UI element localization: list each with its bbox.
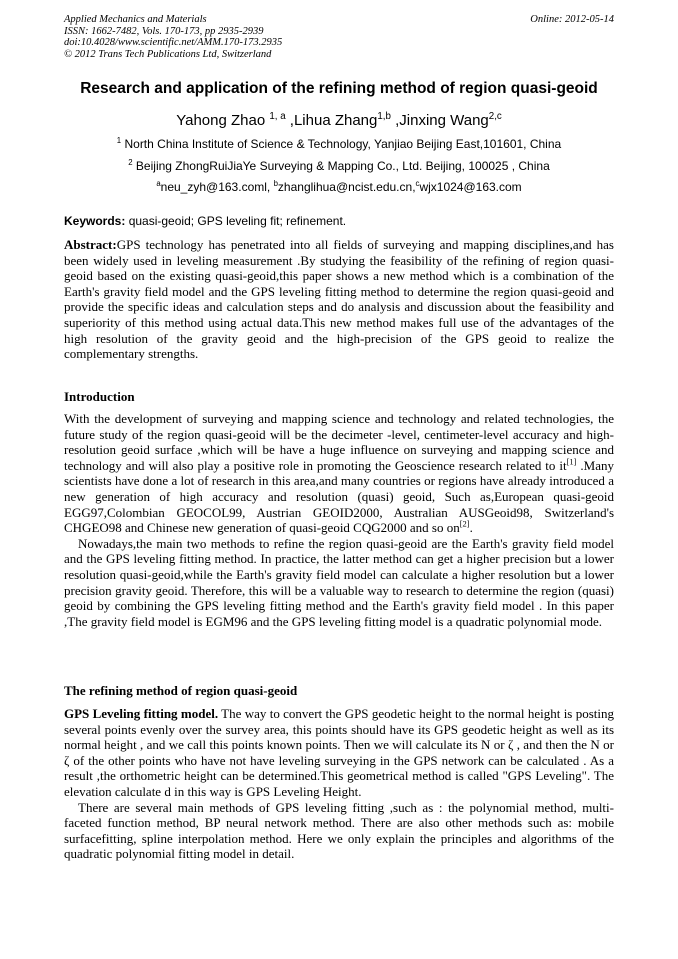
copyright: © 2012 Trans Tech Publications Ltd, Switzerland — [64, 48, 272, 60]
author-sup: 1, a — [269, 111, 286, 122]
author-name: Yahong Zhao — [176, 112, 270, 129]
affiliation-text: North China Institute of Science & Technology, Yanjiao Beijing East,101601, China — [121, 137, 562, 151]
issn: ISSN: 1662-7482, Vols. 170-173, pp 2935-2939 — [64, 25, 264, 37]
citation: [1] — [566, 456, 577, 467]
intro-text: . — [469, 520, 473, 536]
section-body — [64, 706, 614, 862]
author-sup: 2,c — [488, 111, 502, 122]
section-heading: The refining method of region quasi-geoid — [64, 683, 298, 698]
section-text: The way to convert the GPS geodetic height to the normal height is posting several points evenly over the survey area, this points should have its GPS geodetic height as well as its normal height , and we call this points known points. Then we will calculate its N or ζ , and then the N or ζ of the other points who have not have leveling surveying in the GPS network can be calculated . As a result ,the orthometric height can be determined.This geometrical method is called "GPS Leveling". The elevation calculate d in this way is GPS Leveling Height. — [64, 706, 614, 799]
keywords-text: quasi-geoid; GPS leveling fit; refinement. — [125, 214, 347, 228]
paper-title: Research and application of the refining method of region quasi-geoid — [80, 80, 598, 97]
affiliation-sup: 1 — [116, 136, 122, 145]
intro-body — [64, 411, 614, 629]
doi: doi:10.4028/www.scientific.net/AMM.170-173.2935 — [64, 37, 283, 48]
affiliation-text: Beijing ZhongRuiJiaYe Surveying & Mapping Co., Ltd. Beijing, 100025 , China — [132, 159, 550, 173]
citation: [2] — [459, 518, 470, 529]
affiliation — [0, 137, 678, 151]
email: zhanglihua@ncist.edu.cn, — [277, 180, 416, 194]
intro-heading: Introduction — [64, 389, 135, 404]
intro-paragraph-2: Nowadays,the main two methods to refine the region quasi-geoid are the Earth's gravity field model and the GPS leveling fitting method. In practice, the latter method can get a higher precision but a lower resolution quasi-geoid,while the Earth's gravity field model can calculate a higher resolution but a lower precision gravity geoid. Therefore, this will be a valuable way to research to determine the region (quasi) geoid by combining the GPS leveling fitting method and the Earth's gravity field model . In this paper ,The gravity field model is EGM96 and the GPS leveling fitting model is a quadratic polynomial mode. — [64, 535, 614, 629]
author-name: ,Jinxing Wang — [390, 112, 489, 129]
author-sup: 1,b — [377, 111, 391, 122]
abstract — [64, 237, 614, 362]
keywords — [64, 214, 614, 230]
online-date: Online: 2012-05-14 — [530, 14, 614, 25]
author-name: ,Lihua Zhang — [285, 112, 378, 129]
email-sup: a — [156, 179, 161, 188]
emails — [0, 180, 678, 194]
abstract-label: Abstract: — [64, 237, 117, 252]
email: wjx1024@163.com — [419, 180, 522, 194]
abstract-text: GPS technology has penetrated into all fields of surveying and mapping disciplines,and has been widely used in leveling measurement .By studying the feasibility of the refining of region quasi-geoid based on the existing quasi-geoid,this paper shows a new method which is a combination of the Earth's gravity field model and the GPS leveling fitting method to determine the region quasi-geoid and provide the specific ideas and calculation steps and do analysis and discussion about the feasibility and superiority of this method using actual data.This new method makes full use of the advantages of the high resolution of the gravity geoid and the high-precision of the GPS geoid to realize the complementary strengths. — [64, 237, 614, 362]
keywords-label: Keywords: — [64, 214, 126, 228]
affiliation-sup: 2 — [128, 158, 133, 167]
journal-name: Applied Mechanics and Materials — [64, 14, 207, 25]
intro-text: .Many scientists have done a lot of research in this area,and many countries or regions have already introduced a new generation of high accuracy and resolution (quasi) geoid, Such as,European quasi-geoid EGG97,Colombian GEOCOL99, Austrian GEOID2000, Australian AUSGeoid98, Switzerland's CHGEO98 and Chinese new generation of quasi-geoid CQG2000 and so on — [64, 457, 614, 536]
affiliation — [0, 159, 678, 173]
section-paragraph-2: There are several main methods of GPS leveling fitting ,such as : the polynomial method, multi-faceted function method, BP neural network method. There are also other methods such as: mobile surfacefitting, spline interpolation method. Here we only explain the principles and algorithms of the quadratic polynomial fitting model in detail. — [64, 799, 614, 862]
intro-text: With the development of surveying and mapping science and technology and related technologies, the future study of the region quasi-geoid will be the decimeter -level, centimeter-level accuracy and high-resolution geoid surface ,which will be have a huge influence on surveying and mapping science and technology and will also play a positive role in promoting the Geoscience research related to it — [64, 411, 614, 473]
email-sup: b — [273, 179, 278, 188]
journal-info — [64, 14, 282, 60]
email: neu_zyh@163.coml, — [160, 180, 274, 194]
email-sup: c — [415, 179, 420, 188]
subsection-label: GPS Leveling fitting model. — [64, 706, 219, 721]
authors — [0, 112, 678, 129]
